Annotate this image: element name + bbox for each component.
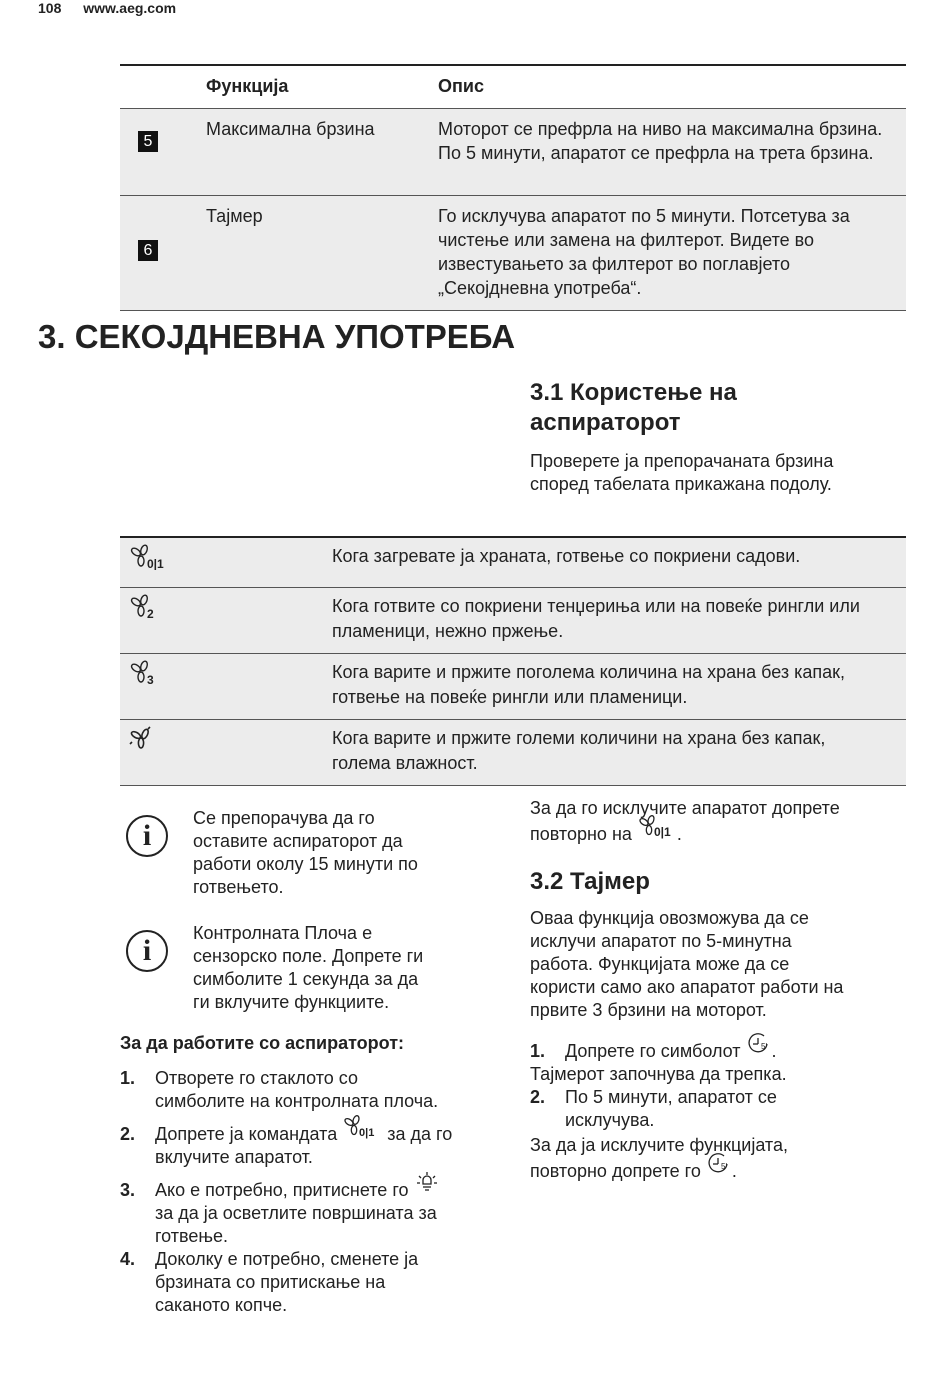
list-item [530, 1040, 910, 1063]
svg-text:5': 5' [760, 1042, 767, 1052]
list-item [120, 1123, 500, 1169]
function-description: Моторот се префрла на ниво на максимална брзина. По 5 минути, апаратот се префрла на трета брзина. [428, 109, 906, 196]
switch-off-line1: За да го исклучите апаратот допрете [530, 798, 840, 818]
description-column-header: Опис [428, 65, 906, 109]
function-table-header [120, 65, 906, 109]
speed-table [120, 536, 906, 786]
step-text: симболите на контролната плоча. [155, 1091, 439, 1111]
fan-speed-0-1-icon [342, 1115, 382, 1145]
step-text: Ако е потребно, притиснете го [155, 1180, 409, 1200]
switch-off-end: . [676, 824, 682, 844]
speed-description [324, 719, 906, 785]
table-row [120, 653, 906, 719]
light-bulb-icon [414, 1171, 440, 1201]
table-row [120, 196, 906, 311]
subsection-3-2-title: 3.2 Тајмер [530, 868, 650, 895]
svg-text:5': 5' [720, 1161, 727, 1171]
subsection-3-1-title-line1: 3.1 Користење на [530, 379, 737, 406]
info-note-1 [120, 807, 490, 907]
speed-description [324, 537, 906, 587]
timer-steps [530, 1040, 910, 1184]
page-header [38, 0, 194, 16]
table-row [120, 719, 906, 785]
switch-off-line2: повторно на [530, 824, 632, 844]
function-table [120, 64, 906, 311]
speed-description [324, 587, 906, 653]
text-line: работа. Функцијата може да се [530, 954, 790, 974]
subsection-3-1-text-line2: според табелата прикажана подолу. [530, 474, 832, 494]
step-text: за да ја осветлите површината за [155, 1203, 437, 1223]
table-row [120, 587, 906, 653]
function-description: Го исклучува апаратот по 5 минути. Потсетува за чистење или замена на филтерот. Видете во известувањето за филтерот во поглавјето „Секојдневна употреба“. [428, 196, 906, 311]
button-number-6-badge: 6 [138, 240, 158, 261]
list-item [530, 1086, 910, 1132]
svg-text:3: 3 [147, 672, 154, 686]
speed-description-line1: Кога загревате ја храната, готвење со покриени садови. [332, 546, 801, 566]
step-number: 1. [530, 1041, 546, 1061]
info-line: оставите аспираторот да [193, 831, 403, 851]
function-name: Максимална брзина [196, 109, 428, 196]
button-number-5-badge: 5 [138, 131, 158, 152]
step-text: вклучите апаратот. [155, 1147, 313, 1167]
fan-speed-3-icon [128, 660, 162, 693]
subsection-3-1-title-line2: аспираторот [530, 409, 681, 436]
switch-off-text [530, 795, 910, 847]
speed-description-line1: Кога варите и пржите поголема количина на храна без капак, [332, 661, 846, 682]
fan-speed-0-1-icon [128, 544, 172, 577]
info-line: Контролната Плоча е [193, 923, 373, 943]
step-text: саканото копче. [155, 1295, 288, 1315]
operate-title: За да работите со аспираторот: [120, 1033, 405, 1053]
step-text: Допрете го симболот [565, 1041, 741, 1061]
subsection-3-1 [530, 378, 910, 496]
step-text: По 5 минути, апаратот се [565, 1087, 777, 1107]
info-icon: i [126, 815, 168, 857]
step-end: . [771, 1041, 777, 1061]
step-text: Допрете ја командата [155, 1124, 338, 1144]
subsection-3-1-text-line1: Проверете ја препорачаната брзина [530, 451, 834, 471]
step-number: 4. [120, 1249, 136, 1269]
info-line: готвењето. [193, 877, 284, 897]
step-text: Отворете го стаклото со [155, 1068, 358, 1088]
info-line: симболите 1 секунда за да [193, 969, 419, 989]
function-table-number-header [120, 65, 196, 109]
info-note-2-text [193, 922, 483, 1014]
text-line: користи само ако апаратот работи на [530, 977, 844, 997]
svg-text:2: 2 [147, 606, 154, 620]
step-text: готвење. [155, 1226, 229, 1246]
text-line: Оваа функција овозможува да се [530, 908, 809, 928]
timer-icon [746, 1032, 772, 1062]
table-row [120, 537, 906, 587]
step-text: за да го [387, 1124, 453, 1144]
speed-description [324, 653, 906, 719]
right-column [530, 795, 910, 1184]
svg-text:0|1: 0|1 [147, 557, 164, 570]
operate-section [120, 1032, 500, 1325]
info-line: работи околу 15 минути по [193, 854, 418, 874]
function-name: Тајмер [196, 196, 428, 311]
site-url: www.aeg.com [83, 0, 177, 16]
step-text: исклучува. [565, 1110, 655, 1130]
step-number: 1. [120, 1068, 136, 1088]
step-followup: Тајмерот започнува да трепка. [530, 1064, 787, 1084]
info-line: ги вклучите функциите. [193, 992, 390, 1012]
step-number: 2. [530, 1087, 546, 1107]
info-icon: i [126, 930, 168, 972]
section-title: 3. СЕКОЈДНЕВНА УПОТРЕБА [38, 318, 516, 355]
timer-off-end: . [731, 1161, 737, 1181]
timer-icon [706, 1152, 732, 1183]
step-text: Доколку е потребно, сменете ја [155, 1249, 419, 1269]
speed-description-line2: пламеници, нежно пржење. [332, 620, 564, 641]
fan-speed-0-1-icon [637, 814, 677, 847]
list-item [120, 1067, 500, 1113]
step-number: 3. [120, 1180, 136, 1200]
svg-text:0|1: 0|1 [359, 1127, 375, 1140]
function-column-header: Функција [196, 65, 428, 109]
table-row [120, 109, 906, 196]
list-item [120, 1179, 500, 1248]
page-number: 108 [38, 0, 62, 16]
info-line: Се препорачува да го [193, 808, 375, 828]
speed-description-line2: голема влажност. [332, 752, 478, 773]
svg-text:0|1: 0|1 [653, 824, 671, 839]
speed-description-line1: Кога варите и пржите големи количини на храна без капак, [332, 727, 826, 748]
text-line: исклучи апаратот по 5-минутна [530, 931, 792, 951]
subsection-3-2-text [530, 907, 910, 1022]
speed-description-line2: готвење на повеќе рингли или пламеници. [332, 686, 688, 707]
operate-steps [120, 1067, 500, 1317]
fan-max-icon [128, 726, 158, 759]
speed-description-line1: Кога готвите со покриени тенџериња или на повеќе рингли или [332, 595, 860, 616]
subsection-3-1-text [530, 450, 910, 496]
timer-off-line2: повторно допрете го [530, 1161, 701, 1181]
step-number: 2. [120, 1124, 136, 1144]
list-item [120, 1248, 500, 1317]
timer-off-line1: За да ја исклучите функцијата, [530, 1135, 788, 1155]
info-note-2 [120, 922, 490, 1022]
step-text: брзината со притискање на [155, 1272, 386, 1292]
info-line: сензорско поле. Допрете ги [193, 946, 424, 966]
timer-off-text [530, 1132, 910, 1184]
fan-speed-2-icon [128, 594, 162, 627]
subsection-3-1-title [530, 378, 910, 438]
info-note-1-text [193, 807, 483, 899]
text-line: првите 3 брзини на моторот. [530, 1000, 767, 1020]
